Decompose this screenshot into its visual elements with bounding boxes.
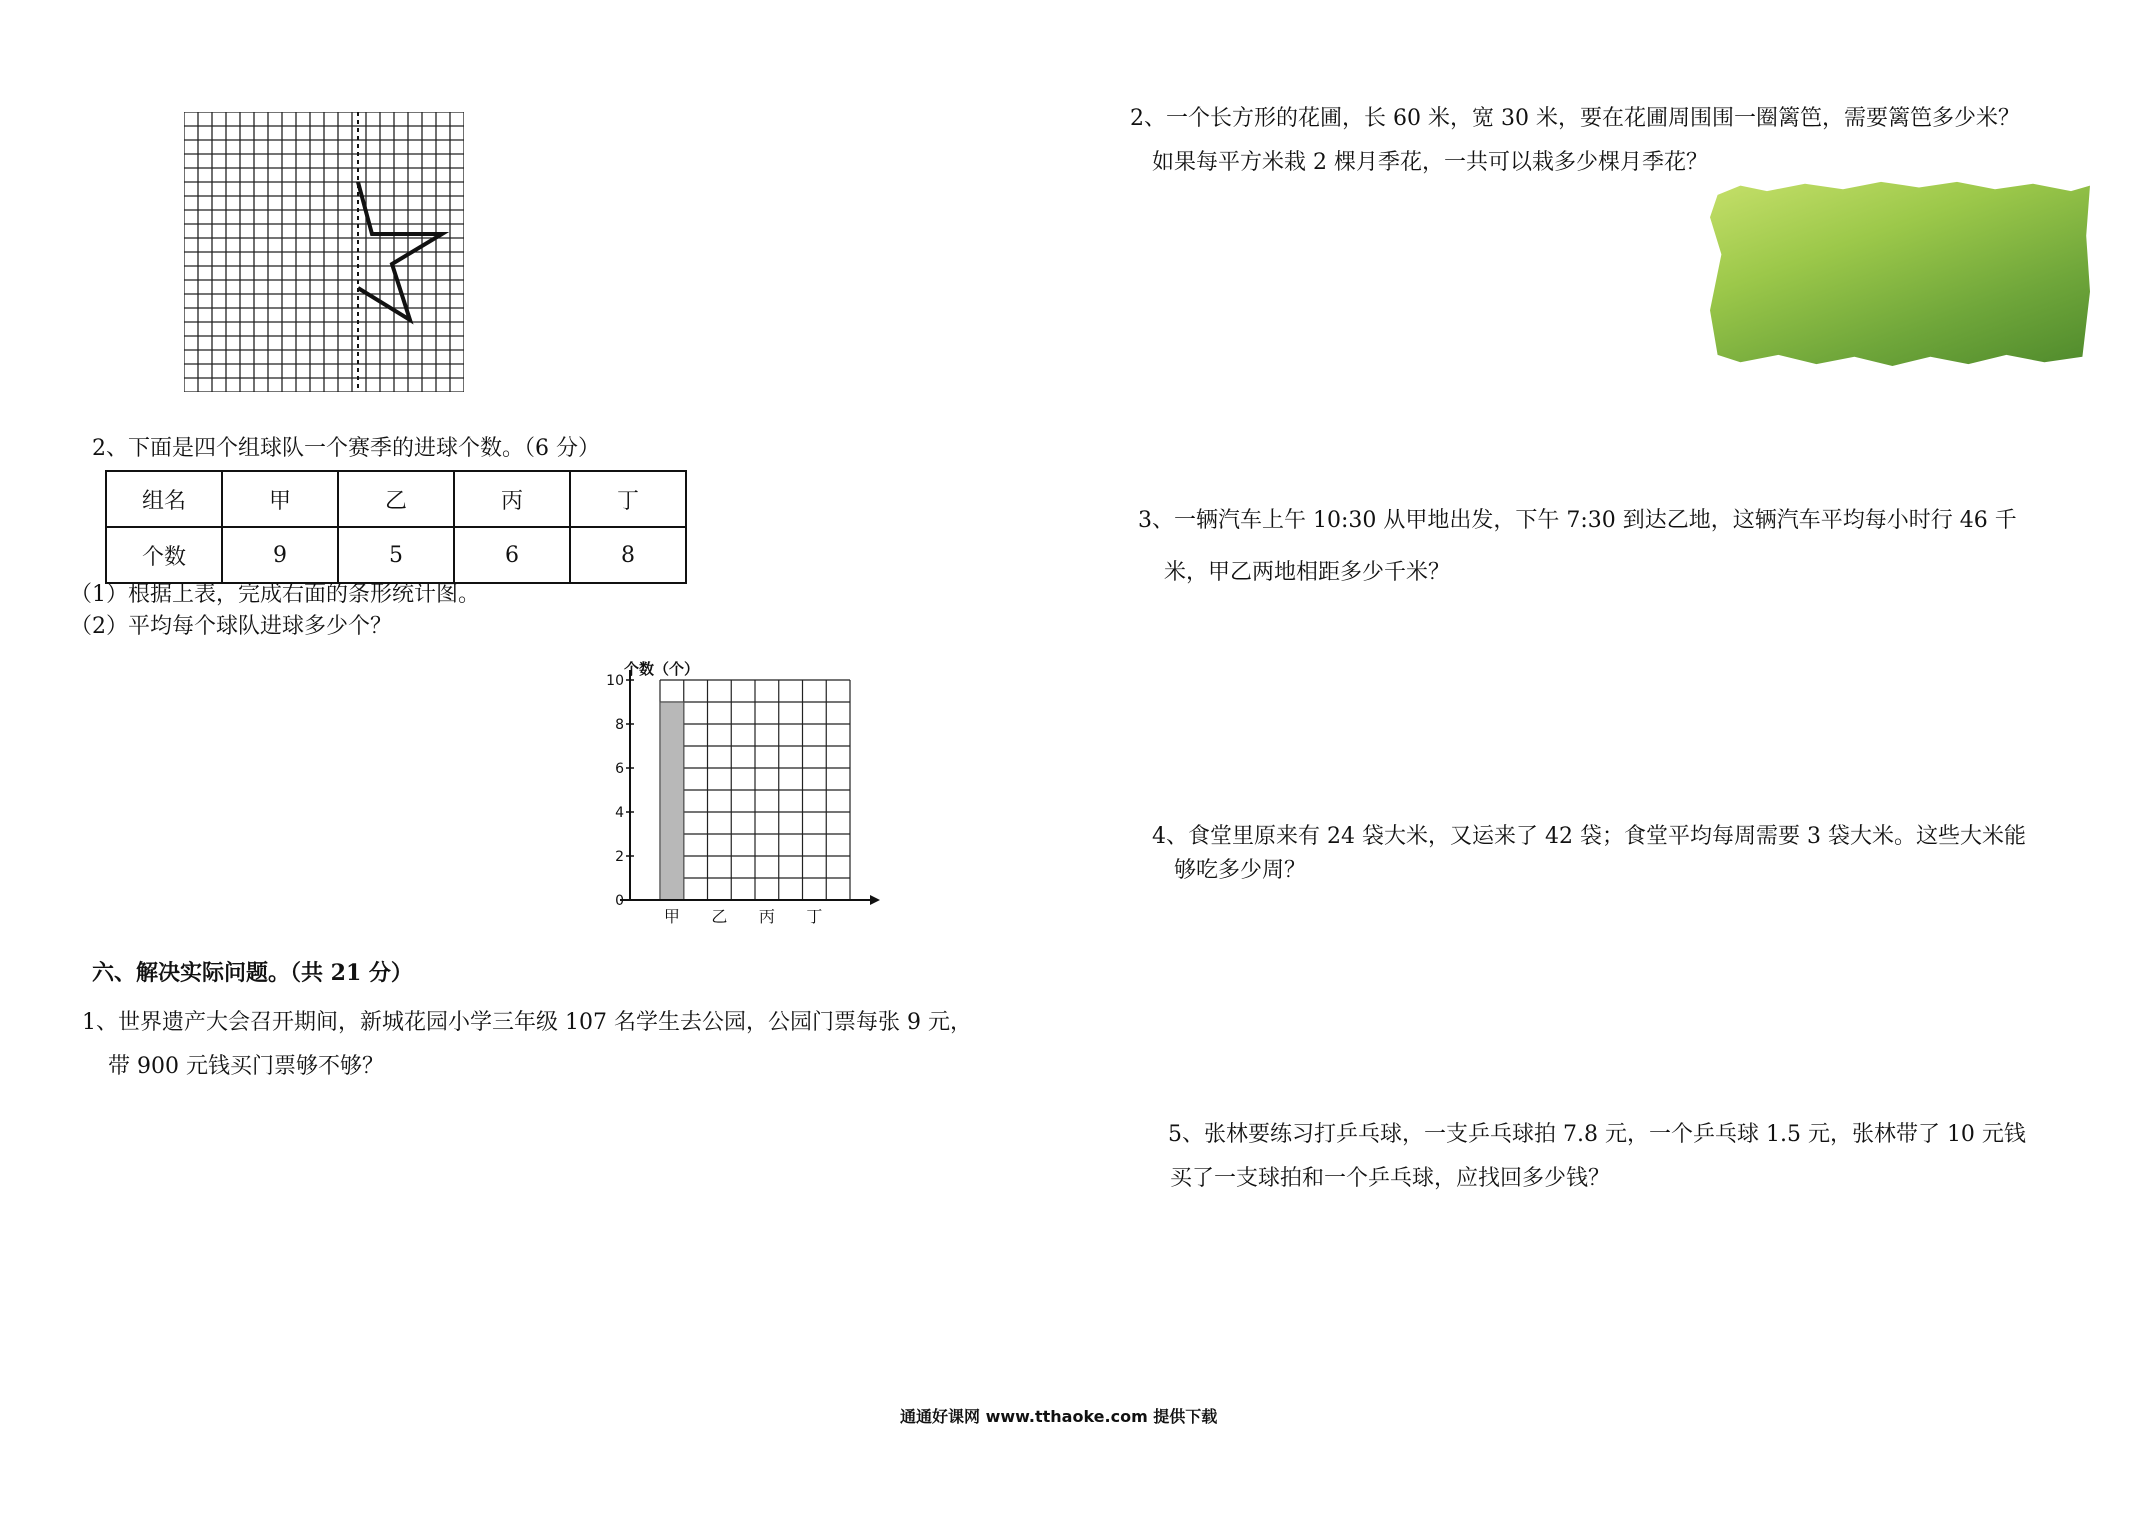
q5-line2: 买了一支球拍和一个乒乓球，应找回多少钱？ <box>1170 1166 1611 1191</box>
y-tick-label: 2 <box>615 849 624 865</box>
table-row <box>106 471 686 527</box>
table-cell: 5 <box>338 527 454 583</box>
x-tick-label: 甲 <box>663 907 680 926</box>
q3-line2: 米，甲乙两地相距多少千米？ <box>1164 560 1451 585</box>
bar-chart <box>580 650 880 930</box>
y-tick-label: 4 <box>615 805 624 821</box>
q5-line1: 5、张林要练习打乒乓球，一支乒乓球拍 7.8 元，一个乒乓球 1.5 元，张林带了 10 元钱 <box>1168 1122 2026 1147</box>
y-axis-label: 个数（个） <box>624 660 700 678</box>
x-tick-label: 乙 <box>711 907 728 926</box>
section-6-title: 六、解决实际问题。（共 21 分） <box>92 960 413 986</box>
y-tick-label: 10 <box>606 673 624 689</box>
x-tick-label: 丙 <box>758 907 775 926</box>
table-cell: 9 <box>222 527 338 583</box>
sub-question-2: （2）平均每个球队进球多少个？ <box>70 614 392 639</box>
table-cell: 8 <box>570 527 686 583</box>
q1-line2: 带 900 元钱买门票够不够？ <box>108 1054 384 1079</box>
table-cell: 6 <box>454 527 570 583</box>
y-tick-label: 8 <box>615 717 624 733</box>
q4-line1: 4、食堂里原来有 24 袋大米，又运来了 42 袋；食堂平均每周需要 3 袋大米。这些大米能 <box>1152 824 2026 849</box>
x-axis-arrow-icon <box>870 895 880 905</box>
table-cell: 丁 <box>570 471 686 527</box>
symmetry-grid-figure <box>184 112 464 392</box>
table-row <box>106 527 686 583</box>
q1-line1: 1、世界遗产大会召开期间，新城花园小学三年级 107 名学生去公园，公园门票每张 9 元， <box>82 1010 972 1035</box>
table-cell: 乙 <box>338 471 454 527</box>
table-cell: 组名 <box>106 471 222 527</box>
score-table <box>105 470 687 584</box>
q2-line1: 2、一个长方形的花圃，长 60 米，宽 30 米，要在花圃周围围一圈篱笆，需要篱笆多少米？ <box>1130 106 2020 131</box>
y-tick-label: 6 <box>615 761 624 777</box>
bar-甲 <box>660 702 684 900</box>
q4-line2: 够吃多少周？ <box>1174 858 1307 883</box>
q3-line1: 3、一辆汽车上午 10:30 从甲地出发，下午 7:30 到达乙地，这辆汽车平均每小时行 46 千 <box>1138 508 2017 533</box>
half-star-shape <box>358 182 442 320</box>
page-footer: 通通好课网 www.tthaoke.com 提供下载 <box>900 1407 1218 1426</box>
sub-question-1: （1）根据上表，完成右面的条形统计图。 <box>70 582 480 607</box>
table-cell: 个数 <box>106 527 222 583</box>
table-question-title: 2、下面是四个组球队一个赛季的进球个数。（6 分） <box>92 436 600 461</box>
lawn-image <box>1710 180 2090 366</box>
table-cell: 甲 <box>222 471 338 527</box>
q2-line2: 如果每平方米栽 2 棵月季花，一共可以栽多少棵月季花？ <box>1152 150 1708 175</box>
table-cell: 丙 <box>454 471 570 527</box>
x-tick-label: 丁 <box>806 907 823 926</box>
y-tick-label: 0 <box>615 893 624 909</box>
